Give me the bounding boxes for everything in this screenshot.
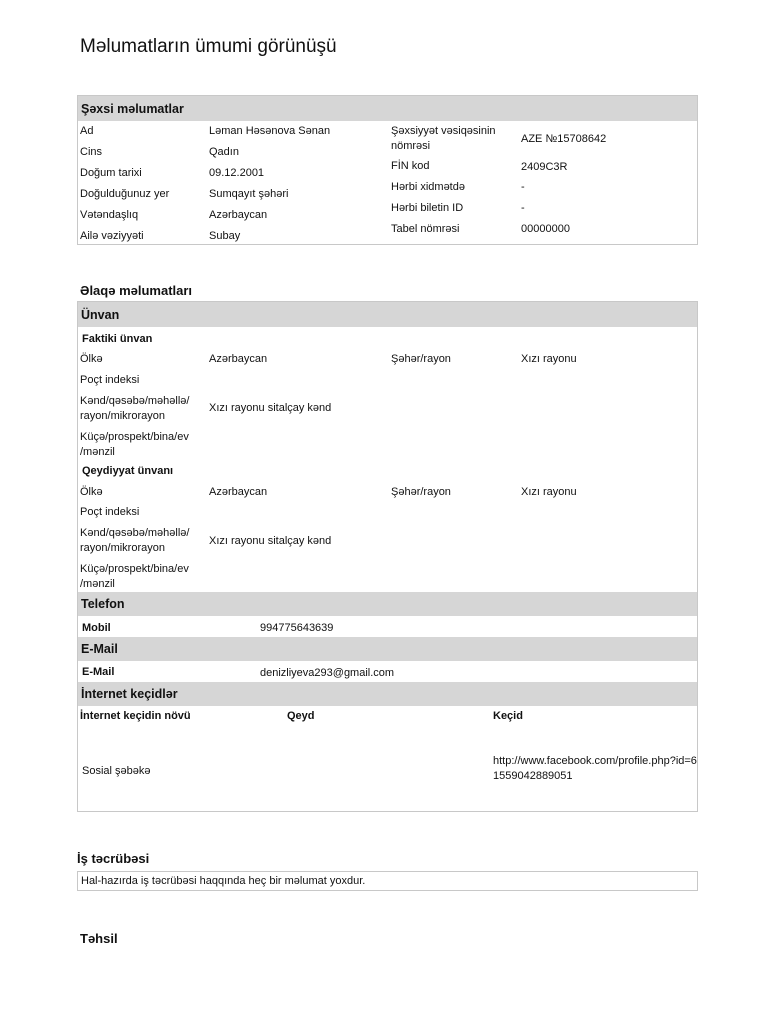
personal-label-citizenship: Vətəndaşlıq (80, 209, 139, 221)
education-section-title: Təhsil (80, 931, 118, 946)
email-header: E-Mail (78, 637, 697, 661)
personal-label-tabel: Tabel nömrəsi (391, 223, 460, 235)
work-section-title: İş təcrübəsi (77, 851, 150, 866)
actual-city-label: Şəhər/rayon (391, 353, 451, 365)
actual-address-subheader: Faktiki ünvan (82, 333, 153, 345)
personal-value-tabel: 00000000 (521, 223, 570, 235)
personal-label-military-id: Hərbi biletin ID (391, 202, 464, 214)
personal-value-fin: 2409C3R (521, 161, 568, 173)
internet-links-header: İnternet keçidlər (78, 682, 697, 706)
contact-section (77, 301, 698, 812)
personal-label-military: Hərbi xidmətdə (391, 181, 465, 193)
personal-label-marital: Ailə vəziyyəti (80, 230, 144, 242)
personal-value-id-number: AZE №15708642 (521, 133, 607, 145)
phone-label: Mobil (82, 622, 111, 634)
personal-value-military-id: - (521, 202, 525, 214)
contact-section-title: Əlaqə məlumatları (80, 283, 193, 298)
personal-value-military: - (521, 181, 525, 193)
phone-header: Telefon (78, 592, 697, 616)
address-header: Ünvan (78, 302, 697, 327)
personal-value-citizenship: Azərbaycan (209, 209, 268, 221)
registration-village-value: Xızı rayonu sitalçay kənd (209, 535, 332, 547)
internet-col-link: Keçid (493, 710, 523, 722)
registration-address-subheader: Qeydiyyat ünvanı (82, 465, 174, 477)
registration-postal-label: Poçt indeksi (80, 506, 140, 518)
registration-village-label: Kənd/qəsəbə/məhəllə/ rayon/mikrorayon (80, 527, 190, 554)
personal-value-marital: Subay (209, 230, 241, 242)
personal-info-section (77, 95, 698, 245)
actual-country-value: Azərbaycan (209, 353, 268, 365)
registration-country-value: Azərbaycan (209, 486, 268, 498)
registration-country-label: Ölkə (80, 486, 103, 498)
internet-row-link[interactable]: http://www.facebook.com/profile.php?id=61559042889051 (493, 755, 697, 782)
personal-label-birthdate: Doğum tarixi (80, 167, 142, 179)
actual-city-value: Xızı rayonu (521, 353, 577, 365)
personal-value-name: Ləman Həsənova Sənan (209, 125, 331, 137)
actual-postal-label: Poçt indeksi (80, 374, 140, 386)
personal-label-gender: Cins (80, 146, 103, 158)
phone-value: 994775643639 (260, 622, 334, 634)
registration-city-value: Xızı rayonu (521, 486, 577, 498)
personal-label-name: Ad (80, 125, 94, 137)
actual-country-label: Ölkə (80, 353, 103, 365)
personal-value-birthplace: Sumqayıt şəhəri (209, 188, 289, 200)
personal-info-header: Şəxsi məlumatlar (78, 96, 697, 121)
actual-street-label: Küçə/prospekt/bina/ev /mənzil (80, 431, 189, 458)
page-title: Məlumatların ümumi görünüşü (80, 36, 337, 57)
personal-label-birthplace: Doğulduğunuz yer (80, 188, 170, 200)
registration-street-label: Küçə/prospekt/bina/ev /mənzil (80, 563, 189, 590)
internet-col-type: İnternet keçidin növü (80, 710, 191, 722)
personal-value-gender: Qadın (209, 146, 239, 158)
internet-row-type: Sosial şəbəkə (82, 765, 151, 777)
actual-village-label: Kənd/qəsəbə/məhəllə/ rayon/mikrorayon (80, 395, 190, 422)
email-label: E-Mail (82, 666, 115, 678)
email-value: denizliyeva293@gmail.com (260, 667, 395, 679)
work-info-text: Hal-hazırda iş təcrübəsi haqqında heç bir məlumat yoxdur. (81, 875, 366, 887)
personal-label-id-number: Şəxsiyyət vəsiqəsinin nömrəsi (391, 125, 496, 152)
actual-village-value: Xızı rayonu sitalçay kənd (209, 402, 332, 414)
personal-label-fin: FİN kod (391, 160, 430, 172)
registration-city-label: Şəhər/rayon (391, 486, 451, 498)
work-info-box (77, 871, 698, 891)
internet-col-note: Qeyd (287, 710, 315, 722)
personal-value-birthdate: 09.12.2001 (209, 167, 265, 179)
